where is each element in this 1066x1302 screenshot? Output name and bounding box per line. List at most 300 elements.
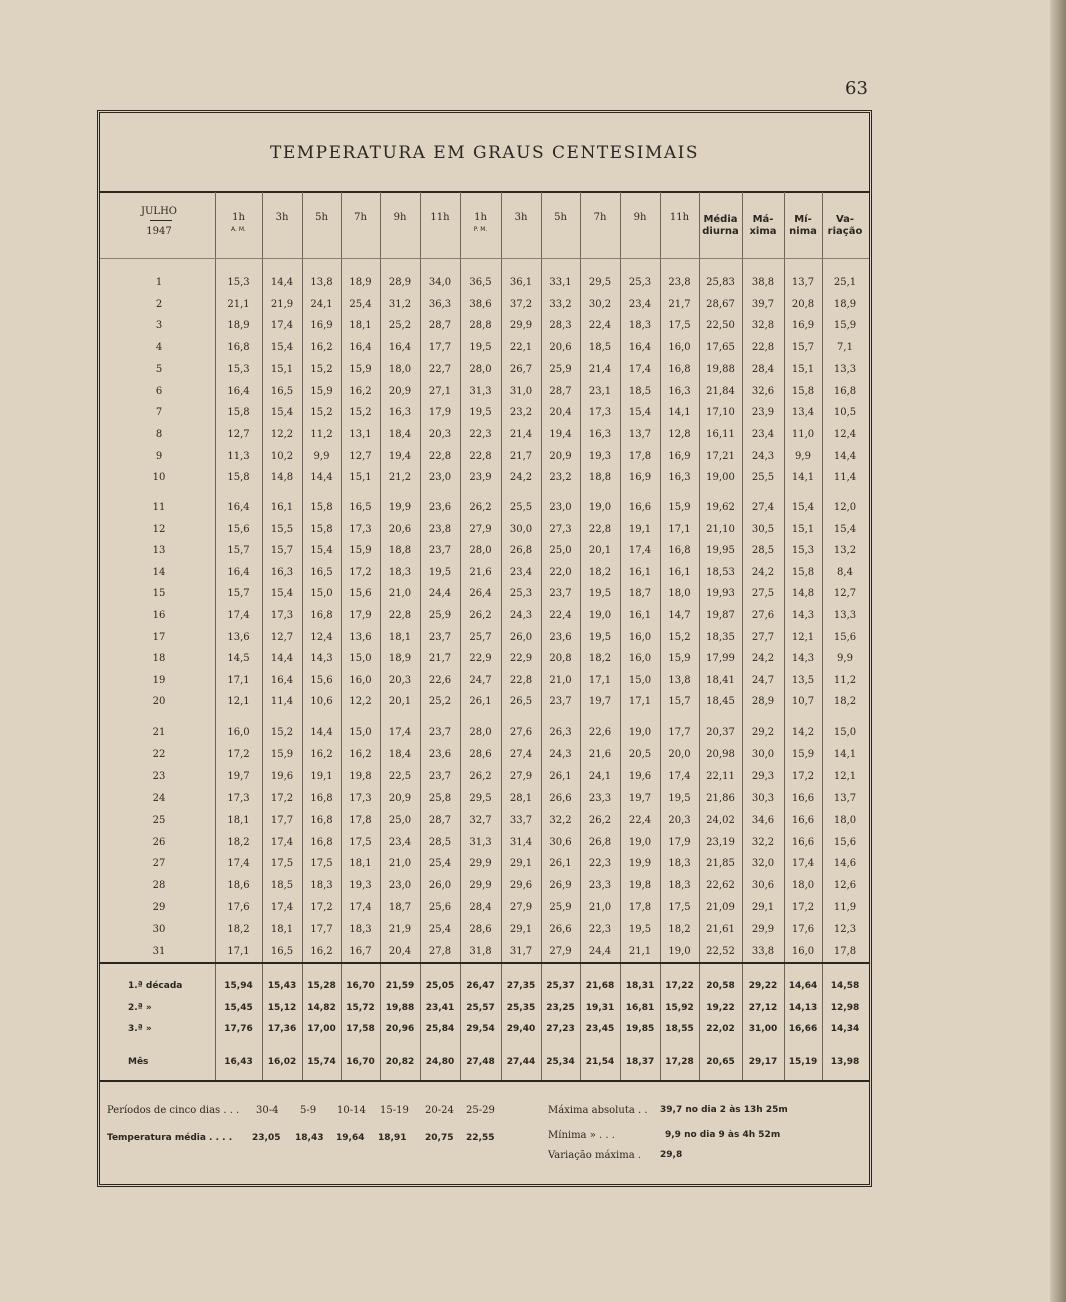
data-cell: 23,9 [469,472,492,484]
data-cell: 18,9 [349,277,372,288]
data-cell: 17,7 [270,814,294,826]
summary-cell: 25,34 [546,1057,575,1067]
summary-cell: 27,48 [466,1057,495,1067]
data-cell: 25,0 [549,545,572,557]
data-cell: 16,4 [349,342,372,354]
data-cell: 15,9 [668,502,691,513]
summary-cell: 19,85 [625,1024,655,1034]
data-cell: 16,6 [628,502,652,513]
data-cell: 34,6 [751,814,775,826]
data-cell: 17,4 [628,363,652,375]
data-cell: 17,2 [791,902,815,914]
data-cell: 29,3 [751,770,775,782]
data-cell: 26,8 [509,545,533,557]
data-cell: 21,0 [388,858,412,870]
data-cell: 12,4 [310,631,333,643]
data-cell: 25,6 [428,902,452,914]
data-cell: 18,3 [628,320,652,332]
day-label: 22 [152,748,166,760]
data-cell: 20,3 [428,428,452,440]
data-cell: 14,3 [310,653,333,665]
data-cell: 14,4 [270,653,294,665]
summary-cell: 25,84 [425,1024,455,1034]
var-label: Variação máxima . [548,1150,642,1161]
summary-cell: 17,58 [346,1024,375,1034]
data-cell: 28,5 [751,545,775,557]
data-cell: 13,8 [310,277,333,288]
data-cell: 24,2 [751,653,775,665]
data-cell: 17,4 [270,902,294,914]
data-cell: 16,5 [310,566,333,578]
data-cell: 20,9 [388,385,412,397]
data-cell: 15,9 [349,363,372,375]
data-cell: 15,2 [668,631,691,643]
data-cell: 23,9 [751,407,775,419]
data-cell: 27,5 [751,588,775,600]
data-cell: 20,4 [388,946,412,957]
summary-cell: 31,00 [748,1024,778,1034]
column-header-main: 5h [315,212,328,223]
data-cell: 11,0 [791,428,815,440]
data-cell: 19,5 [469,407,492,419]
data-cell: 21,0 [388,588,412,600]
data-cell: 23,0 [549,502,572,513]
data-cell: 22,52 [706,946,735,957]
data-cell: 18,7 [628,588,652,600]
data-cell: 22,8 [588,523,612,535]
data-cell: 28,0 [469,545,492,557]
summary-cell: 23,45 [585,1024,615,1034]
data-cell: 14,1 [791,472,815,484]
data-cell: 14,1 [833,748,857,760]
temp-value: 19,64 [336,1133,365,1143]
data-cell: 15,8 [791,385,815,397]
data-cell: 16,8 [833,385,857,397]
data-cell: 27,4 [509,748,533,760]
data-cell: 15,4 [270,407,294,419]
data-cell: 15,7 [791,342,815,354]
data-cell: 16,6 [791,792,815,804]
data-cell: 19,5 [428,566,452,578]
summary-cell: 15,74 [307,1057,336,1067]
data-cell: 25,4 [428,858,452,870]
data-cell: 28,7 [549,385,572,397]
data-cell: 16,8 [310,836,333,848]
data-cell: 23,8 [428,523,452,535]
data-cell: 18,0 [833,814,857,826]
summary-cell: 13,98 [830,1057,860,1067]
data-cell: 15,9 [833,320,857,332]
data-cell: 12,7 [833,588,857,600]
data-cell: 16,1 [628,610,652,621]
data-cell: 27,9 [509,770,533,782]
day-label: 9 [155,450,163,462]
data-cell: 32,0 [751,858,775,870]
data-cell: 19,5 [628,924,652,936]
data-cell: 15,4 [270,342,294,354]
period-value: 25-29 [466,1105,495,1116]
data-cell: 19,3 [588,450,612,462]
data-cell: 25,9 [428,610,452,621]
data-cell: 30,6 [549,836,572,848]
data-cell: 21,7 [428,653,452,665]
data-cell: 11,3 [227,450,250,462]
data-cell: 18,9 [388,653,412,665]
data-cell: 16,8 [310,814,333,826]
data-cell: 23,6 [428,502,452,513]
data-cell: 20,0 [668,748,691,760]
data-cell: 23,7 [428,727,452,738]
day-label: 1 [155,277,163,288]
data-cell: 25,7 [469,631,492,643]
data-cell: 16,8 [310,792,333,804]
data-cell: 21,0 [588,902,612,914]
summary-cell: 14,58 [830,981,860,991]
data-cell: 28,4 [469,902,492,914]
data-cell: 27,6 [509,727,533,738]
summary-cell: 17,76 [224,1024,253,1034]
period-value: 10-14 [337,1105,366,1116]
data-cell: 23,6 [428,748,452,760]
day-label: 3 [155,320,163,332]
data-cell: 10,2 [270,450,294,462]
data-cell: 15,8 [310,523,333,535]
data-cell: 21,7 [668,298,691,310]
column-header [420,212,460,224]
data-cell: 9,9 [313,450,330,462]
data-cell: 25,4 [349,298,372,310]
data-cell: 12,7 [349,450,372,462]
data-cell: 25,83 [706,277,735,288]
data-cell: 16,4 [227,566,250,578]
data-cell: 26,7 [509,363,533,375]
data-cell: 23,7 [428,770,452,782]
data-cell: 15,8 [227,407,250,419]
data-cell: 16,9 [628,472,652,484]
data-cell: 15,2 [349,407,372,419]
data-cell: 22,0 [549,566,572,578]
data-cell: 15,6 [833,631,857,643]
data-cell: 24,02 [706,814,735,826]
data-cell: 16,0 [349,674,372,686]
data-cell: 16,0 [791,946,815,957]
day-label: 15 [152,588,166,600]
data-cell: 26,5 [509,696,533,708]
data-cell: 16,4 [227,502,250,513]
data-cell: 8,4 [837,566,853,578]
data-cell: 15,8 [791,566,815,578]
data-cell: 24,3 [549,748,572,760]
data-cell: 16,11 [706,428,735,440]
data-cell: 24,3 [509,610,533,621]
page-number: 63 [845,78,868,99]
data-cell: 26,9 [549,880,572,892]
day-label: 31 [152,946,166,957]
data-cell: 27,9 [469,523,492,535]
day-label: 4 [155,342,163,354]
data-cell: 24,3 [751,450,775,462]
day-label: 27 [152,858,166,870]
period-value: 20-24 [425,1105,454,1116]
data-cell: 20,8 [549,653,572,665]
data-cell: 12,6 [833,880,857,892]
data-cell: 28,1 [509,792,533,804]
data-cell: 27,8 [428,946,452,957]
summary-cell: 17,28 [665,1057,694,1067]
data-cell: 18,2 [227,836,250,848]
data-cell: 19,5 [668,792,691,804]
data-cell: 22,3 [469,428,492,440]
column-header [262,212,302,224]
data-cell: 15,6 [310,674,333,686]
data-cell: 19,0 [628,727,652,738]
temp-value: 23,05 [252,1133,281,1143]
summary-cell: 27,23 [546,1024,575,1034]
data-cell: 23,19 [706,836,735,848]
data-cell: 17,4 [270,836,294,848]
data-cell: 15,0 [310,588,333,600]
column-header-main: 9h [633,212,647,223]
data-cell: 18,1 [227,814,250,826]
data-cell: 16,6 [791,836,815,848]
summary-cell: 26,47 [466,981,495,991]
data-cell: 14,1 [668,407,691,419]
period-value: 30-4 [256,1105,279,1116]
summary-cell: 16,66 [788,1024,818,1034]
data-cell: 16,9 [668,450,691,462]
data-cell: 32,6 [751,385,775,397]
data-cell: 27,6 [751,610,775,621]
data-cell: 16,2 [310,946,333,957]
data-cell: 18,4 [388,748,412,760]
day-label: 5 [155,363,163,375]
column-header-sub: xima [749,226,777,237]
column-header [380,212,420,224]
data-cell: 25,3 [628,277,652,288]
day-label: 29 [152,902,166,914]
summary-cell: 25,35 [506,1003,536,1013]
data-cell: 17,8 [628,450,652,462]
temp-value: 18,91 [378,1133,407,1143]
data-cell: 18,1 [270,924,294,936]
data-cell: 17,4 [270,320,294,332]
data-cell: 16,0 [628,631,652,643]
data-cell: 16,3 [270,566,294,578]
max-value: 39,7 no dia 2 às 13h 25m [660,1105,788,1115]
column-header-main: 11h [669,212,690,223]
data-cell: 31,0 [509,385,533,397]
column-header [620,212,660,224]
footer-rule [100,1080,869,1082]
day-label: 10 [152,472,166,484]
data-cell: 24,1 [588,770,612,782]
data-cell: 10,7 [791,696,815,708]
summary-label: 1.ª década [128,981,183,991]
data-cell: 17,3 [588,407,612,419]
data-cell: 25,0 [388,814,412,826]
data-cell: 18,0 [791,880,815,892]
column-header [302,212,341,224]
data-cell: 36,3 [428,298,452,310]
data-cell: 19,0 [588,502,612,513]
day-label: 28 [152,880,166,892]
data-cell: 28,4 [751,363,775,375]
column-header-main: 3h [275,212,289,223]
summary-cell: 14,64 [788,981,818,991]
data-cell: 17,9 [349,610,372,621]
summary-cell: 20,58 [706,981,735,991]
data-cell: 15,1 [270,363,294,375]
data-cell: 21,4 [509,428,533,440]
summary-label: 2.ª » [128,1003,152,1013]
data-cell: 16,2 [310,342,333,354]
data-cell: 17,1 [668,523,691,535]
data-cell: 31,4 [509,836,533,848]
data-cell: 25,5 [751,472,775,484]
data-cell: 16,8 [668,363,691,375]
data-cell: 19,0 [668,946,691,957]
summary-label: Mês [128,1057,149,1067]
column-header-main: Mí- [794,214,812,225]
data-cell: 15,2 [270,727,294,738]
day-label: 16 [152,610,166,621]
summary-cell: 29,17 [748,1057,778,1067]
data-cell: 16,6 [791,814,815,826]
data-cell: 26,1 [549,858,572,870]
data-cell: 12,7 [270,631,294,643]
data-cell: 15,7 [227,545,250,557]
data-cell: 22,11 [706,770,735,782]
data-cell: 23,7 [549,588,572,600]
data-cell: 29,1 [509,858,533,870]
data-cell: 24,2 [751,566,775,578]
summary-cell: 29,22 [748,981,778,991]
data-cell: 18,2 [833,696,857,708]
data-cell: 23,7 [428,545,452,557]
data-cell: 23,3 [588,880,612,892]
data-cell: 13,3 [833,610,857,621]
summary-label: 3.ª » [128,1024,152,1034]
data-cell: 28,9 [751,696,775,708]
summary-cell: 14,34 [830,1024,860,1034]
summary-cell: 14,82 [307,1003,336,1013]
data-cell: 18,3 [349,924,372,936]
data-cell: 22,8 [469,450,492,462]
data-cell: 15,4 [628,407,652,419]
data-cell: 26,6 [549,924,572,936]
data-cell: 23,0 [428,472,452,484]
data-cell: 13,4 [791,407,815,419]
data-cell: 21,7 [509,450,533,462]
summary-cell: 23,25 [546,1003,575,1013]
data-cell: 24,2 [509,472,533,484]
data-cell: 33,7 [509,814,533,826]
data-cell: 18,2 [227,924,250,936]
column-header-sub: P. M. [473,226,488,233]
data-cell: 18,5 [628,385,652,397]
column-header-main: 1h [232,212,245,223]
data-cell: 18,3 [388,566,412,578]
data-cell: 17,7 [428,342,452,354]
data-cell: 19,87 [706,610,735,621]
data-cell: 11,2 [310,428,333,440]
data-cell: 19,88 [706,363,735,375]
summary-cell: 29,54 [466,1024,495,1034]
data-cell: 16,1 [668,566,691,578]
summary-cell: 27,12 [748,1003,778,1013]
data-cell: 30,0 [751,748,775,760]
summary-cell: 15,28 [307,981,336,991]
data-cell: 22,8 [751,342,775,354]
data-cell: 13,3 [833,363,857,375]
data-cell: 19,4 [549,428,572,440]
data-cell: 18,0 [388,363,412,375]
data-cell: 13,8 [668,674,691,686]
data-cell: 17,2 [791,770,815,782]
data-cell: 17,9 [428,407,452,419]
data-cell: 21,9 [388,924,412,936]
data-cell: 27,4 [751,502,775,513]
data-cell: 23,3 [588,792,612,804]
day-label: 23 [152,770,166,782]
column-header-sub: nima [789,226,817,237]
data-cell: 14,3 [791,610,815,621]
data-cell: 16,4 [628,342,652,354]
data-cell: 25,3 [509,588,533,600]
data-cell: 28,8 [469,320,492,332]
data-cell: 15,3 [791,545,815,557]
data-cell: 19,5 [469,342,492,354]
data-cell: 19,95 [706,545,735,557]
summary-cell: 29,40 [506,1024,536,1034]
data-cell: 18,5 [270,880,294,892]
data-cell: 15,4 [833,523,857,535]
data-cell: 15,6 [833,836,857,848]
data-cell: 15,0 [833,727,857,738]
data-cell: 23,4 [628,298,652,310]
data-cell: 24,1 [310,298,333,310]
data-cell: 21,6 [588,748,612,760]
data-cell: 32,2 [549,814,572,826]
summary-cell: 27,35 [506,981,536,991]
data-cell: 19,62 [706,502,735,513]
data-cell: 30,3 [751,792,775,804]
column-header-main: 3h [514,212,528,223]
day-label: 12 [152,523,166,535]
data-cell: 17,6 [791,924,815,936]
summary-cell: 12,98 [830,1003,860,1013]
data-cell: 28,0 [469,363,492,375]
summary-cell: 20,82 [385,1057,415,1067]
data-cell: 23,0 [388,880,412,892]
data-cell: 15,3 [227,277,250,288]
header-month: JULHO [141,206,177,217]
summary-cell: 16,70 [346,981,375,991]
data-cell: 17,2 [270,792,294,804]
max-label: Máxima absoluta . . [548,1105,648,1116]
data-cell: 26,0 [428,880,452,892]
data-cell: 18,41 [706,674,735,686]
day-label: 17 [152,631,166,643]
data-cell: 19,7 [628,792,652,804]
summary-cell: 23,41 [425,1003,455,1013]
data-cell: 18,7 [388,902,412,914]
data-cell: 18,1 [349,320,372,332]
data-cell: 29,5 [588,277,612,288]
data-cell: 17,9 [668,836,691,848]
data-cell: 11,4 [270,696,294,708]
data-cell: 33,2 [549,298,572,310]
